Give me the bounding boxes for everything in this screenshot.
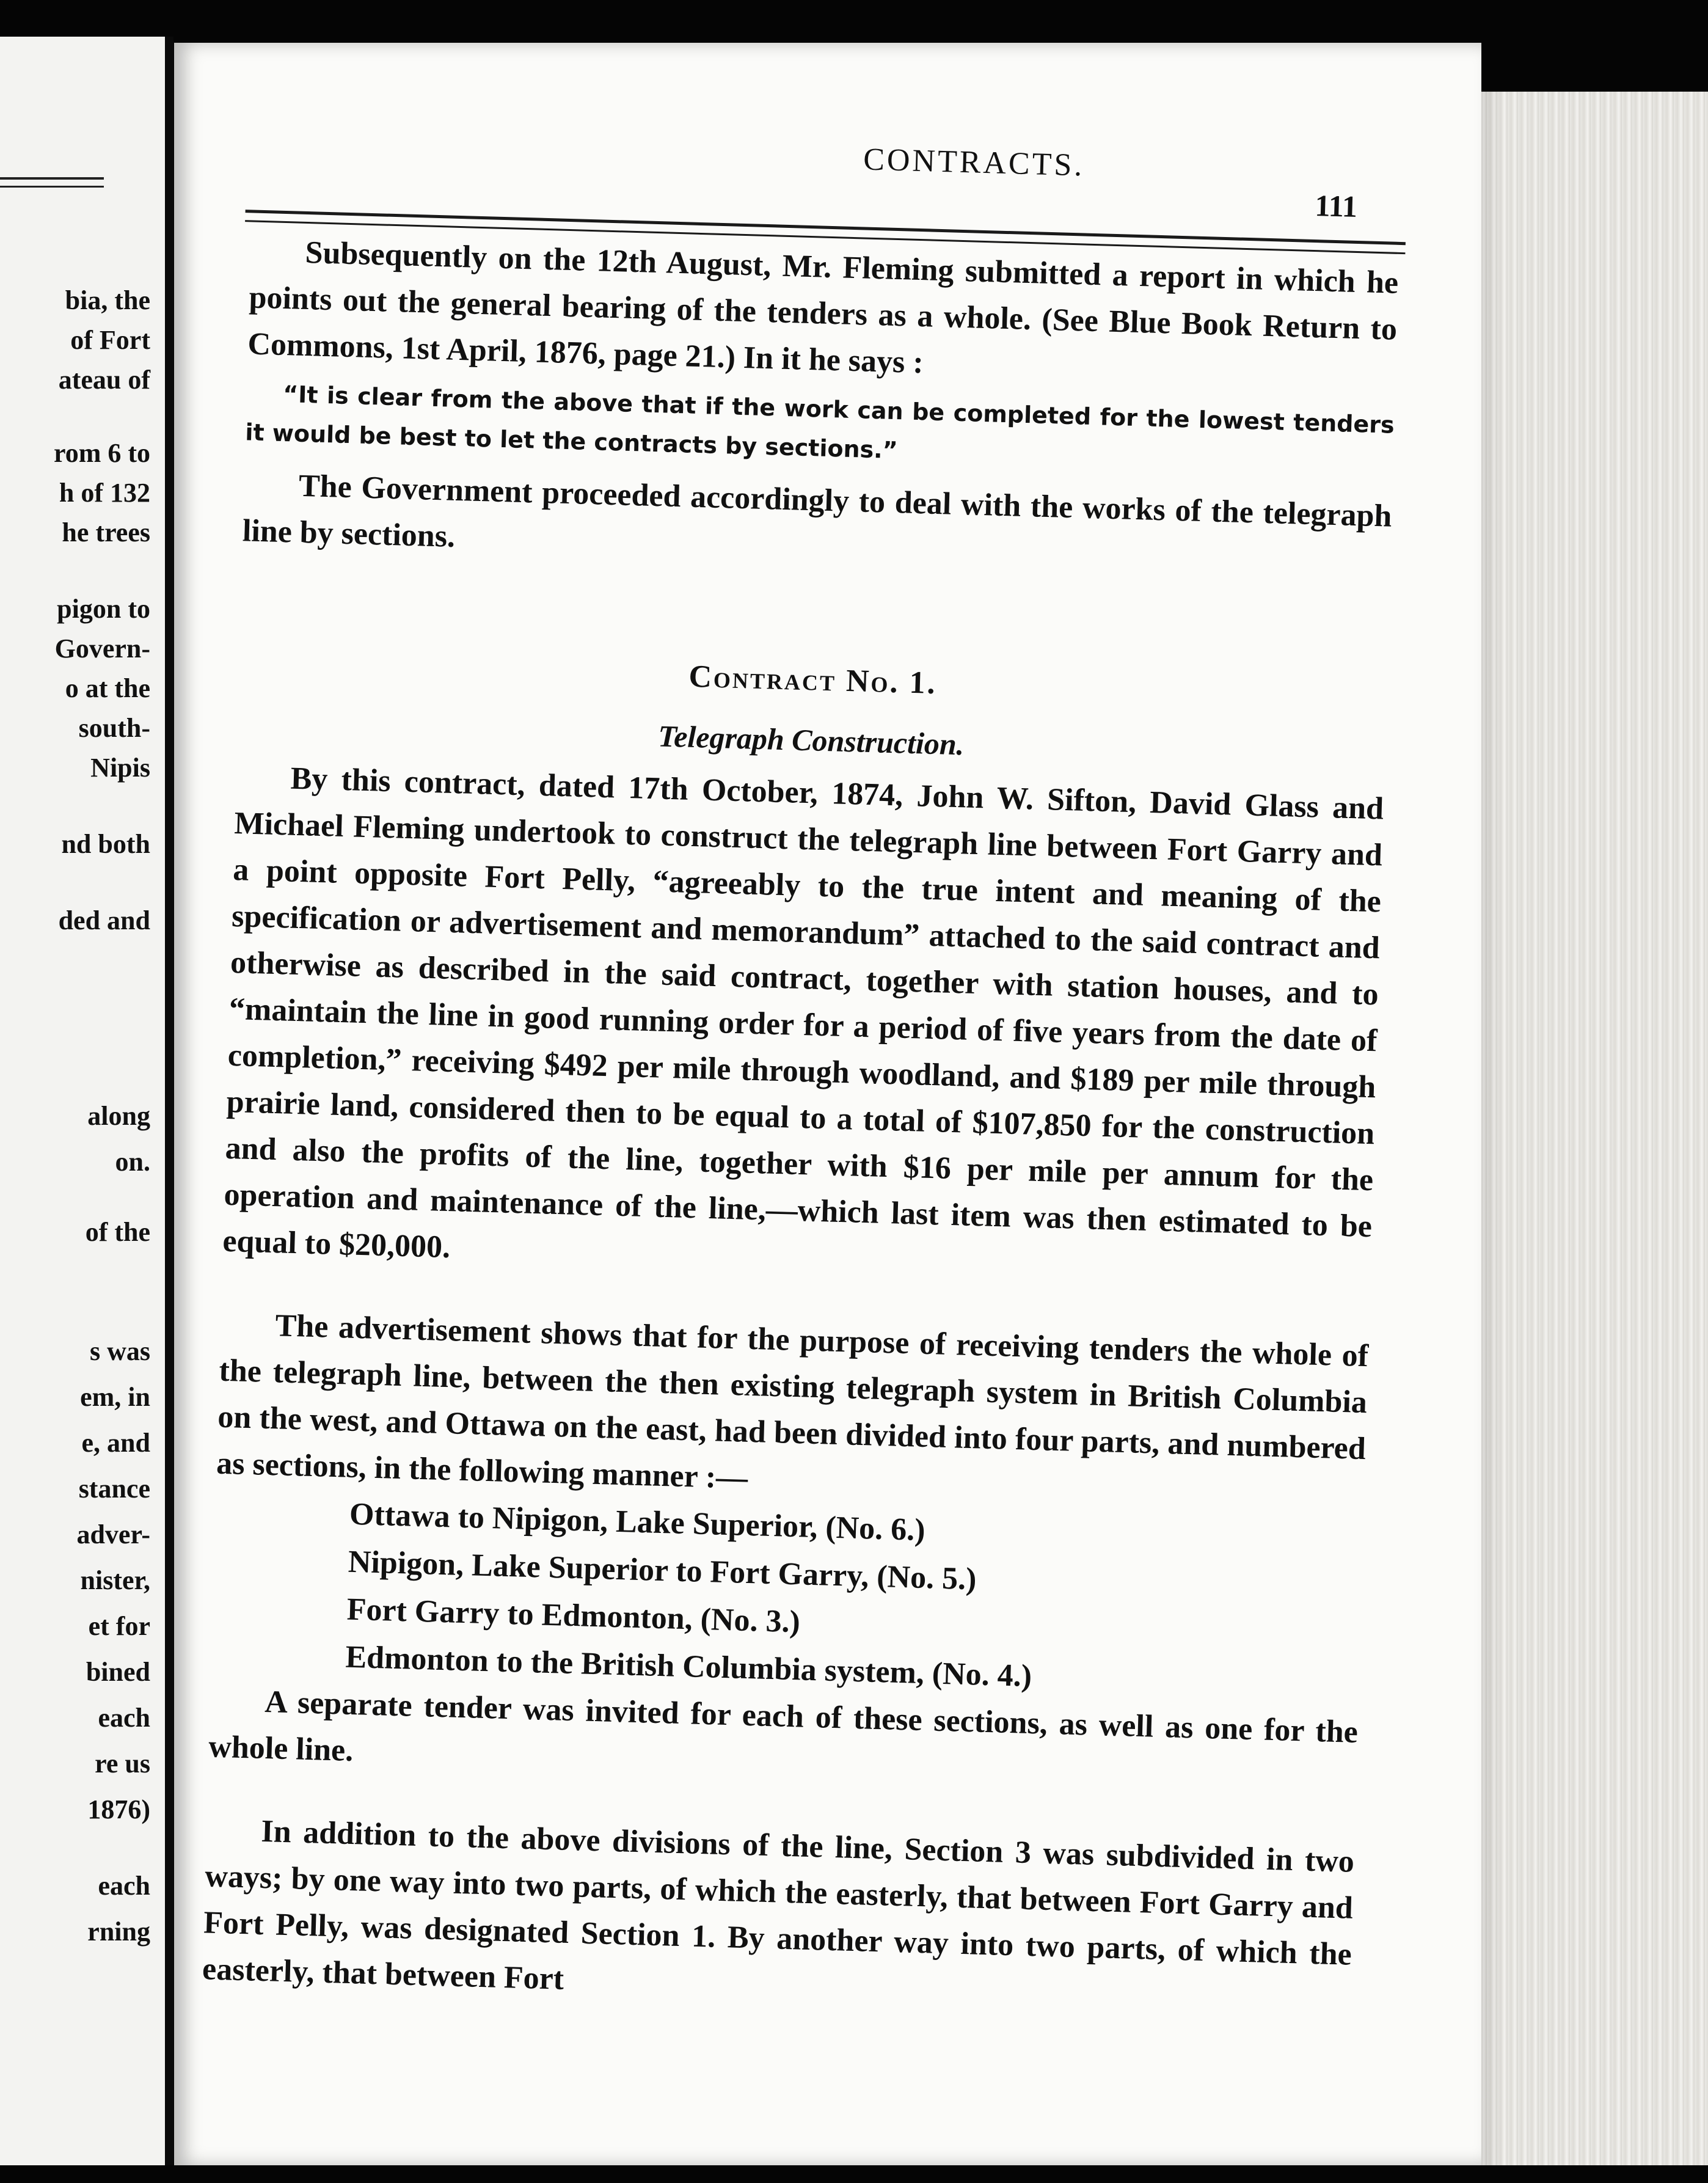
left-page-line: bined [86, 1657, 150, 1687]
left-page-line: along [87, 1101, 150, 1131]
left-page-line: nd both [61, 829, 150, 859]
block-quote: “It is clear from the above that if the work can be completed for the lowest tenders it would be best to let the contracts by sections.” [244, 380, 1395, 464]
paragraph-report: Subsequently on the 12th August, Mr. Fleming submitted a report in which he points out the general bearing of the tenders as a whole. (See Blue Book Return to Commons, 1st April, 1876, page 21.) In it he says : [247, 235, 1399, 381]
left-page-line: pigon to [57, 594, 150, 624]
left-page-line: re us [95, 1749, 150, 1779]
left-page-line: 1876) [87, 1794, 150, 1824]
book-page-edges [1466, 92, 1708, 2165]
previous-page-fragment [0, 37, 173, 2165]
section-heading: Contract No. 1. [688, 659, 938, 701]
page-content [142, 25, 1508, 2183]
book-page [174, 43, 1481, 2165]
list-item: Edmonton to the British Columbia system, (No. 4.) [345, 1639, 1032, 1694]
left-page-line: each [98, 1703, 150, 1733]
paragraph-advertisement: The advertisement shows that for the purpose of receiving tenders the whole of the telegraph line, between the then existing telegraph system in British Columbia on the west, and Ottawa on the east, had been divided into four parts, and numbered as sections, in the following manner :— [216, 1308, 1369, 1496]
left-page-line: h of 132 [59, 478, 150, 508]
paragraph-section-divisions: In addition to the above divisions of the line, Section 3 was subdivided in two ways; by one way into two parts, of which the easterly, that between Fort Garry and Fort Pelly, was designated Section 1. By another way into two parts, of which the easterly, that between Fort [202, 1813, 1355, 1997]
left-page-line: south- [78, 713, 150, 743]
left-page-line: rning [87, 1917, 150, 1947]
left-page-line: et for [88, 1611, 150, 1641]
section-subheading: Telegraph Construction. [657, 719, 965, 762]
left-page-line: of Fort [70, 325, 150, 355]
left-page-rule [0, 177, 104, 188]
left-page-line: o at the [65, 673, 150, 703]
left-page-line: rom 6 to [53, 438, 150, 468]
left-page-line: bia, the [65, 285, 150, 315]
left-page-line: ateau of [58, 365, 150, 395]
left-page-line: on. [115, 1147, 150, 1177]
left-page-line: em, in [80, 1382, 150, 1412]
paragraph-government: The Government proceeded accordingly to deal with the works of the telegraph line by sections. [242, 468, 1393, 554]
left-page-line: ded and [58, 905, 150, 935]
sections-list [211, 1487, 1364, 1709]
body-text [202, 228, 1399, 2024]
list-item: Ottawa to Nipigon, Lake Superior, (No. 6.) [349, 1496, 926, 1548]
page-number: 111 [1314, 188, 1358, 224]
list-item: Nipigon, Lake Superior to Fort Garry, (No. 5.) [348, 1544, 977, 1597]
running-head: CONTRACTS. [863, 142, 1086, 183]
left-page-line: Nipis [90, 753, 150, 783]
left-page-line: of the [85, 1217, 150, 1247]
paragraph-contract: By this contract, dated 17th October, 1874, John W. Sifton, David Glass and Michael Fleming undertook to construct the telegraph line between Fort Garry and a point opposite Fort Pelly, “agreeably to the true intent and meaning of the specification or advertisement and memorandum” attached to the said contract and otherwise as described in the said contract, together with station houses, and to “maintain the line in good running order for a period of five years from the date of completion,” receiving $492 per mile through woodland, and $189 per mile through prairie land, considered then to be equal to a total of $107,850 for the construction and also the profits of the line, together with $16 per mile per annum for the operation and maintenance of the line,—which last item was then estimated to be equal to $20,000. [222, 761, 1384, 1265]
left-page-line: stance [78, 1474, 150, 1504]
paragraph-separate-tender: A separate tender was invited for each of these sections, as well as one for the whole line. [208, 1684, 1359, 1769]
left-page-line: he trees [62, 517, 150, 547]
left-page-line: each [98, 1871, 150, 1901]
left-page-line: Govern- [54, 634, 150, 664]
list-item: Fort Garry to Edmonton, (No. 3.) [346, 1592, 801, 1640]
left-page-line: adver- [76, 1519, 150, 1549]
left-page-line: nister, [80, 1565, 150, 1595]
left-page-line: e, and [81, 1428, 150, 1458]
left-page-line: s was [89, 1336, 150, 1366]
